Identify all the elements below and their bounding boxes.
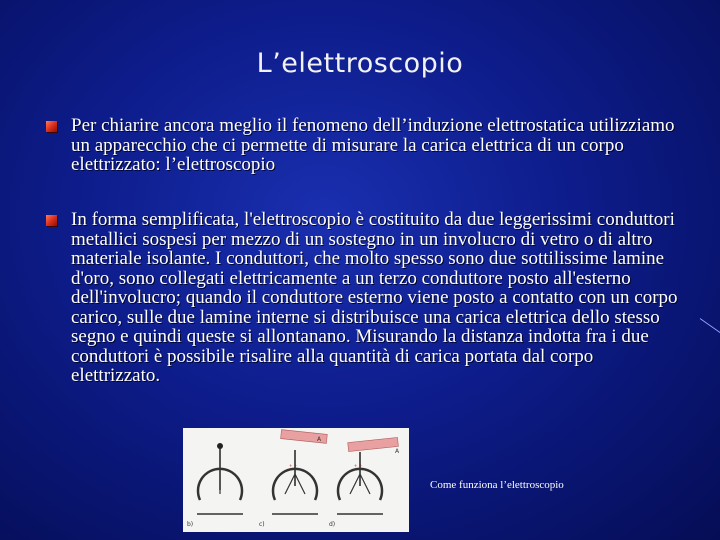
slide-title: L’elettroscopio: [256, 48, 464, 79]
bullet-item-1: [46, 116, 686, 175]
decorative-line: [700, 318, 720, 338]
svg-text:+ +: + +: [289, 464, 298, 470]
square-bullet-icon: [46, 121, 57, 132]
electroscope-c: [272, 450, 318, 514]
bullet-text-2: In forma semplificata, l'elettroscopio è costituito da due leggerissimi conduttori metallici sospesi per mezzo di un sostegno in un involucro di vetro o di altro materiale isolante. I conduttori, che molto spesso sono due sottilissime lamine d'oro, sono collegati elettricamente a un terzo conduttore posto all'esterno dell'involucro; quando il conduttore esterno viene posto a contatto con un corpo carico, sulle due lamine interne si distribuisce una carica elettrica dello stesso segno e quindi queste si allontanano. Misurando la distanza indotta fra i due conduttori è possibile risalire alla quantità di carica portata dal corpo elettrizzato.: [71, 209, 678, 386]
bullet-item-2: [46, 210, 686, 386]
electroscope-illustration: [183, 428, 409, 532]
square-bullet-icon: [46, 215, 57, 226]
electroscope-video-link[interactable]: Come funziona l’elettroscopio: [430, 479, 564, 491]
electroscope-d: [337, 452, 383, 514]
figure-label-d: d): [329, 521, 336, 528]
figure-label-c: c): [259, 521, 265, 528]
figure-label-a1: A: [317, 436, 322, 443]
svg-text:+ +: + +: [354, 464, 363, 470]
electroscope-b: [197, 443, 243, 514]
figure-label-b: b): [187, 521, 194, 528]
figure-label-a2: A: [395, 448, 400, 455]
bullet-text-1: Per chiarire ancora meglio il fenomeno dell’induzione elettrostatica utilizziamo un apparecchio che ci permette di misurare la carica elettrica di un corpo elettrizzato: l’elettroscopio: [71, 115, 675, 175]
electroscope-figure: [183, 428, 409, 532]
